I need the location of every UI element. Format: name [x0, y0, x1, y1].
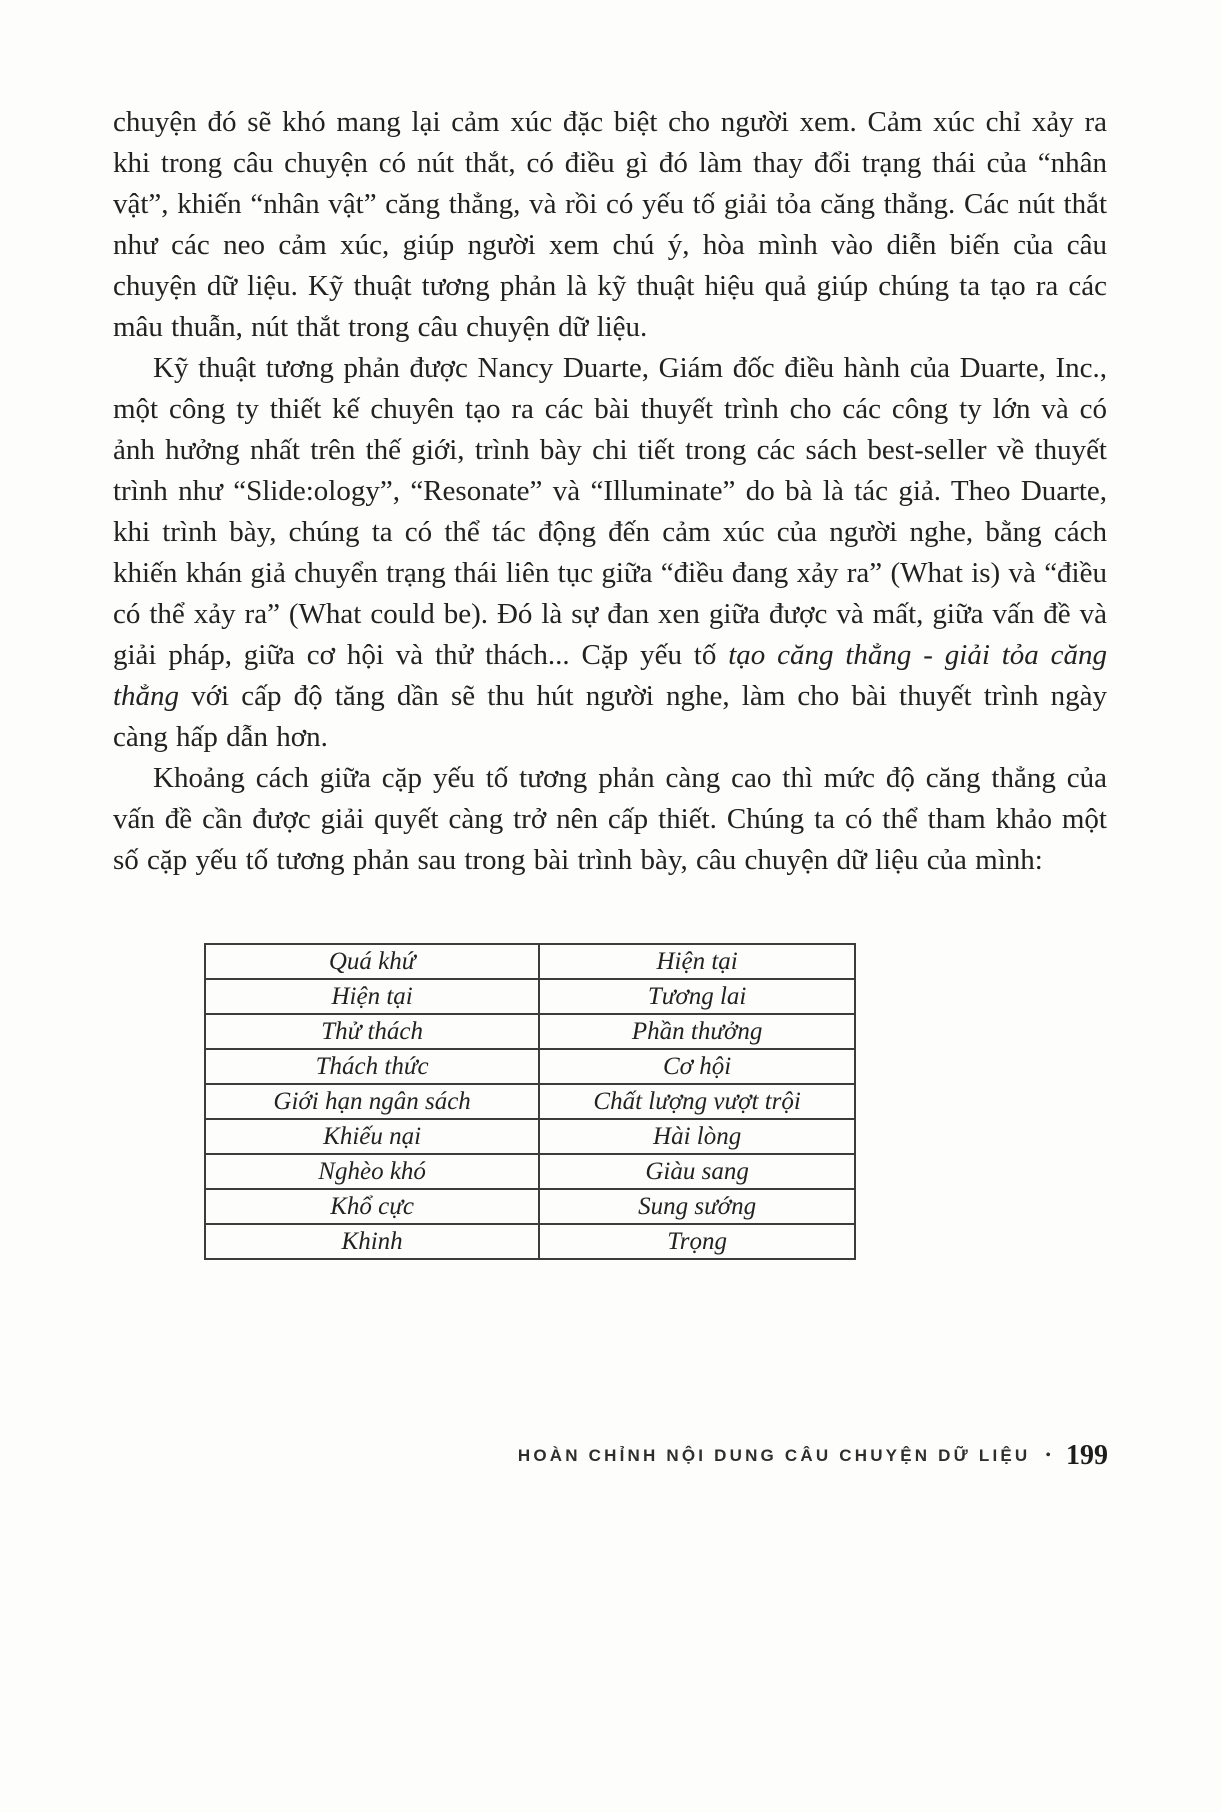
contrast-pairs-table	[204, 943, 856, 1260]
page-number: 199	[1066, 1440, 1108, 1471]
paragraph-emphasis: tạo căng thẳng - giải tỏa căng thẳng	[113, 639, 1108, 712]
table-cell: Quá khứ	[205, 944, 539, 979]
paragraph-text: Khoảng cách giữa cặp yếu tố tương phản càng cao thì mức độ căng thẳng của vấn đề cần được giải quyết càng trở nên cấp thiết. Chúng ta có thể tham khảo một số cặp yếu tố tương phản sau trong bài trình bày, câu chuyện dữ liệu của mình:	[113, 762, 1107, 876]
table-cell: Cơ hội	[539, 1049, 855, 1084]
table-row	[205, 1084, 855, 1119]
table-cell: Chất lượng vượt trội	[539, 1084, 855, 1119]
table-row	[205, 1154, 855, 1189]
table-row	[205, 1224, 855, 1259]
table-row	[205, 1014, 855, 1049]
paragraph-text: Kỹ thuật tương phản được Nancy Duarte, Giám đốc điều hành của Duarte, Inc., một công ty thiết kế chuyên tạo ra các bài thuyết trình cho các công ty lớn và có ảnh hưởng nhất trên thế giới, trình bày chi tiết trong các sách best-seller về thuyết trình như “Slide:ology”, “Resonate” và “Illuminate” do bà là tác giả. Theo Duarte, khi trình bày, chúng ta có thể tác động đến cảm xúc của người nghe, bằng cách khiến khán giả chuyển trạng thái liên tục giữa “điều đang xảy ra” (What is) và “điều có thể xảy ra” (What could be). Đó là sự đan xen giữa được và mất, giữa vấn đề và giải pháp, giữa cơ hội và thử thách... Cặp yếu tố	[113, 352, 1107, 671]
table-cell: Sung sướng	[539, 1189, 855, 1224]
table-cell: Giới hạn ngân sách	[205, 1084, 539, 1119]
table-cell: Giàu sang	[539, 1154, 855, 1189]
table-row	[205, 1119, 855, 1154]
table-row	[205, 979, 855, 1014]
running-header-title: HOÀN CHỈNH NỘI DUNG CÂU CHUYỆN DỮ LIỆU	[517, 1446, 1031, 1465]
table-cell: Hài lòng	[539, 1119, 855, 1154]
table-cell: Trọng	[539, 1224, 855, 1259]
paragraph	[113, 348, 1107, 758]
bullet-separator-icon: •	[1045, 1447, 1051, 1464]
table-row	[205, 1189, 855, 1224]
table-cell: Khinh	[205, 1224, 539, 1259]
table-cell: Phần thưởng	[539, 1014, 855, 1049]
paragraph	[113, 758, 1107, 881]
table-row	[205, 944, 855, 979]
paragraph-text: chuyện đó sẽ khó mang lại cảm xúc đặc biệt cho người xem. Cảm xúc chỉ xảy ra khi trong câu chuyện có nút thắt, có điều gì đó làm thay đổi trạng thái của “nhân vật”, khiến “nhân vật” căng thẳng, và rồi có yếu tố giải tỏa căng thẳng. Các nút thắt như các neo cảm xúc, giúp người xem chú ý, hòa mình vào diễn biến của câu chuyện dữ liệu. Kỹ thuật tương phản là kỹ thuật hiệu quả giúp chúng ta tạo ra các mâu thuẫn, nút thắt trong câu chuyện dữ liệu.	[113, 106, 1107, 343]
table-cell: Tương lai	[539, 979, 855, 1014]
table-row	[205, 1049, 855, 1084]
table-cell: Nghèo khó	[205, 1154, 539, 1189]
paragraphs	[113, 102, 1107, 881]
table-cell: Hiện tại	[539, 944, 855, 979]
paragraph-text: với cấp độ tăng dần sẽ thu hút người nghe, làm cho bài thuyết trình ngày càng hấp dẫn hơn.	[113, 680, 1107, 753]
table-cell: Thử thách	[205, 1014, 539, 1049]
page-footer	[518, 1440, 1108, 1472]
table-cell: Thách thức	[205, 1049, 539, 1084]
table-cell: Khiếu nại	[205, 1119, 539, 1154]
contrast-table-body	[205, 944, 855, 1259]
table-cell: Khổ cực	[205, 1189, 539, 1224]
paragraph	[113, 102, 1107, 348]
table-cell: Hiện tại	[205, 979, 539, 1014]
